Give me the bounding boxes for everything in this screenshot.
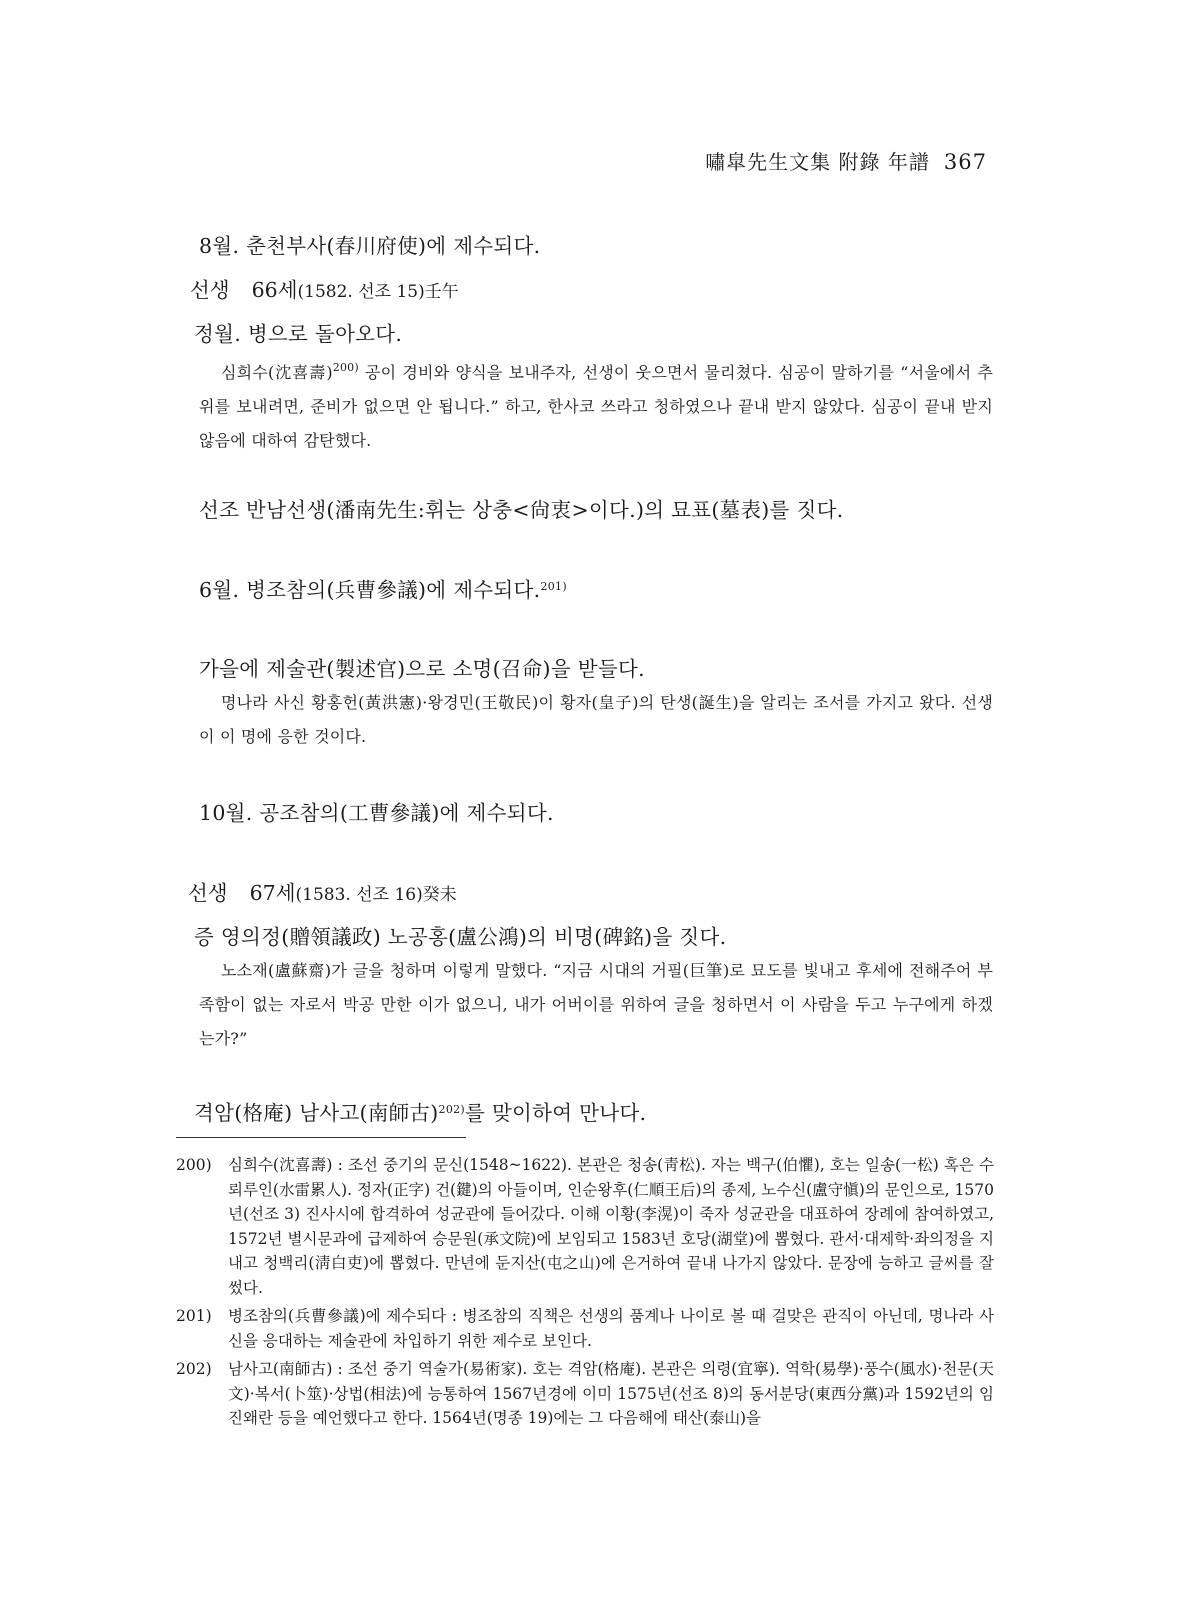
entry-heading: [0, 573, 1200, 603]
entry-heading: 정월. 병으로 돌아오다.: [194, 322, 403, 346]
year-label: 선생: [190, 278, 230, 302]
entry-heading-text: 격암(格庵) 남사고(南師古): [194, 1101, 439, 1125]
entry-heading: 증 영의정(贈領議政) 노공홍(盧公鴻)의 비명(碑銘)을 짓다.: [194, 925, 727, 949]
body-paragraph: [199, 686, 993, 754]
footnote-text: 심희수(沈喜壽) : 조선 중기의 문신(1548~1622). 본관은 청송(靑松). 자는 백구(伯懼), 호는 일송(一松) 혹은 수뢰루인(水雷累人). 정자(正字) 건(鍵)의 아들이며, 인순왕후(仁順王后)의 종제, 노수신(盧守愼)의 문인으로, 1570년(선조 3) 진사시에 합격하여 성균관에 들어갔다. 이해 이황(李滉)이 죽자 성균관을 대표하여 장례에 참여하였고, 1572년 별시문과에 급제하여 승문원(承文院)에 보임되고 1583년 호당(湖堂)에 뽑혔다. 관서·대제학·좌의정을 지내고 청백리(淸白吏)에 뽑혔다. 만년에 둔지산(屯之山)에 은거하여 끝내 나가지 않았다. 문장에 능하고 글씨를 잘 썼다.: [228, 1156, 994, 1297]
body-paragraph: [199, 954, 993, 1056]
footnote-number: 202): [176, 1360, 212, 1378]
year-age: 67세: [249, 881, 296, 905]
entry-heading: 가을에 제술관(製述官)으로 소명(召命)을 받들다.: [199, 657, 645, 681]
entry-heading: 10월. 공조참의(工曹參議)에 제수되다.: [199, 801, 554, 825]
entry-heading: 8월. 춘천부사(春川府使)에 제수되다.: [199, 234, 541, 258]
footnote-divider: [176, 1137, 466, 1138]
year-age: 66세: [251, 278, 298, 302]
footnotes: [176, 1153, 994, 1435]
running-header-title: 嘯皐先生文集 附錄 年譜: [705, 150, 930, 174]
footnote-ref: 202): [438, 1103, 466, 1116]
year-heading: [0, 273, 1200, 303]
person-name: 심희수(沈喜壽): [221, 363, 333, 382]
entry-heading: [0, 1096, 1200, 1126]
footnote: [176, 1153, 994, 1300]
footnote-text: 남사고(南師古) : 조선 중기 역술가(易術家). 호는 격암(格庵). 본관은 의령(宜寧). 역학(易學)·풍수(風水)·천문(天文)·복서(卜筮)·상법(相法)에 능통하여 1567년경에 이미 1575년(선조 8)의 동서분당(東西分黨)과 1592년의 임진왜란 등을 예언했다고 한다. 1564년(명종 19)에는 그 다음해에 태산(泰山)을: [228, 1360, 995, 1427]
paragraph-text: 명나라 사신 황홍헌(黃洪憲)·왕경민(王敬民)이 황자(皇子)의 탄생(誕生)을 알리는 조서를 가지고 왔다. 선생이 이 명에 응한 것이다.: [199, 693, 993, 746]
body-paragraph: [199, 351, 993, 458]
year-ganji: 壬午: [424, 282, 459, 302]
paragraph-text: 노소재(盧蘇齋)가 글을 청하며 이렇게 말했다. “지금 시대의 거필(巨筆)로 묘도를 빛내고 후세에 전해주어 부족함이 없는 자로서 박공 만한 이가 없으니, 내가 어버이를 위하여 글을 청하면서 이 사람을 두고 누구에게 하겠는가?”: [199, 961, 993, 1048]
footnote-number: 200): [176, 1156, 212, 1174]
footnote-number: 201): [176, 1307, 212, 1325]
page-number: 367: [943, 150, 987, 174]
footnote-text: 병조참의(兵曹參議)에 제수되다 : 병조참의 직책은 선생의 품계나 나이로 볼 때 걸맞은 관직이 아닌데, 명나라 사신을 응대하는 제술관에 차입하기 위한 제수로 보인다.: [228, 1307, 994, 1350]
year-ganji: 癸未: [422, 885, 457, 905]
year-heading: [0, 876, 1200, 906]
entry-heading: 선조 반남선생(潘南先生:휘는 상충<尙衷>이다.)의 묘표(墓表)를 짓다.: [199, 498, 844, 522]
footnote-ref: 200): [332, 361, 359, 374]
running-header: [705, 146, 987, 175]
footnote: [176, 1357, 994, 1431]
entry-heading-text: 6월. 병조참의(兵曹參議)에 제수되다.: [199, 578, 541, 602]
footnote-ref: 201): [540, 580, 567, 593]
year-paren: (1582. 선조 15): [297, 282, 425, 302]
entry-heading-text: 를 맞이하여 만나다.: [465, 1101, 647, 1125]
paragraph-text: 공이 경비와 양식을 보내주자, 선생이 웃으면서 물리쳤다. 심공이 말하기를 “서울에서 추위를 보내려면, 준비가 없으면 안 됩니다.” 하고, 한사코 쓰라고 청하였으나 끝내 받지 않았다. 심공이 끝내 받지 않음에 대하여 감탄했다.: [199, 363, 994, 450]
year-paren: (1583. 선조 16): [295, 885, 423, 905]
footnote: [176, 1304, 994, 1353]
year-label: 선생: [188, 881, 228, 905]
